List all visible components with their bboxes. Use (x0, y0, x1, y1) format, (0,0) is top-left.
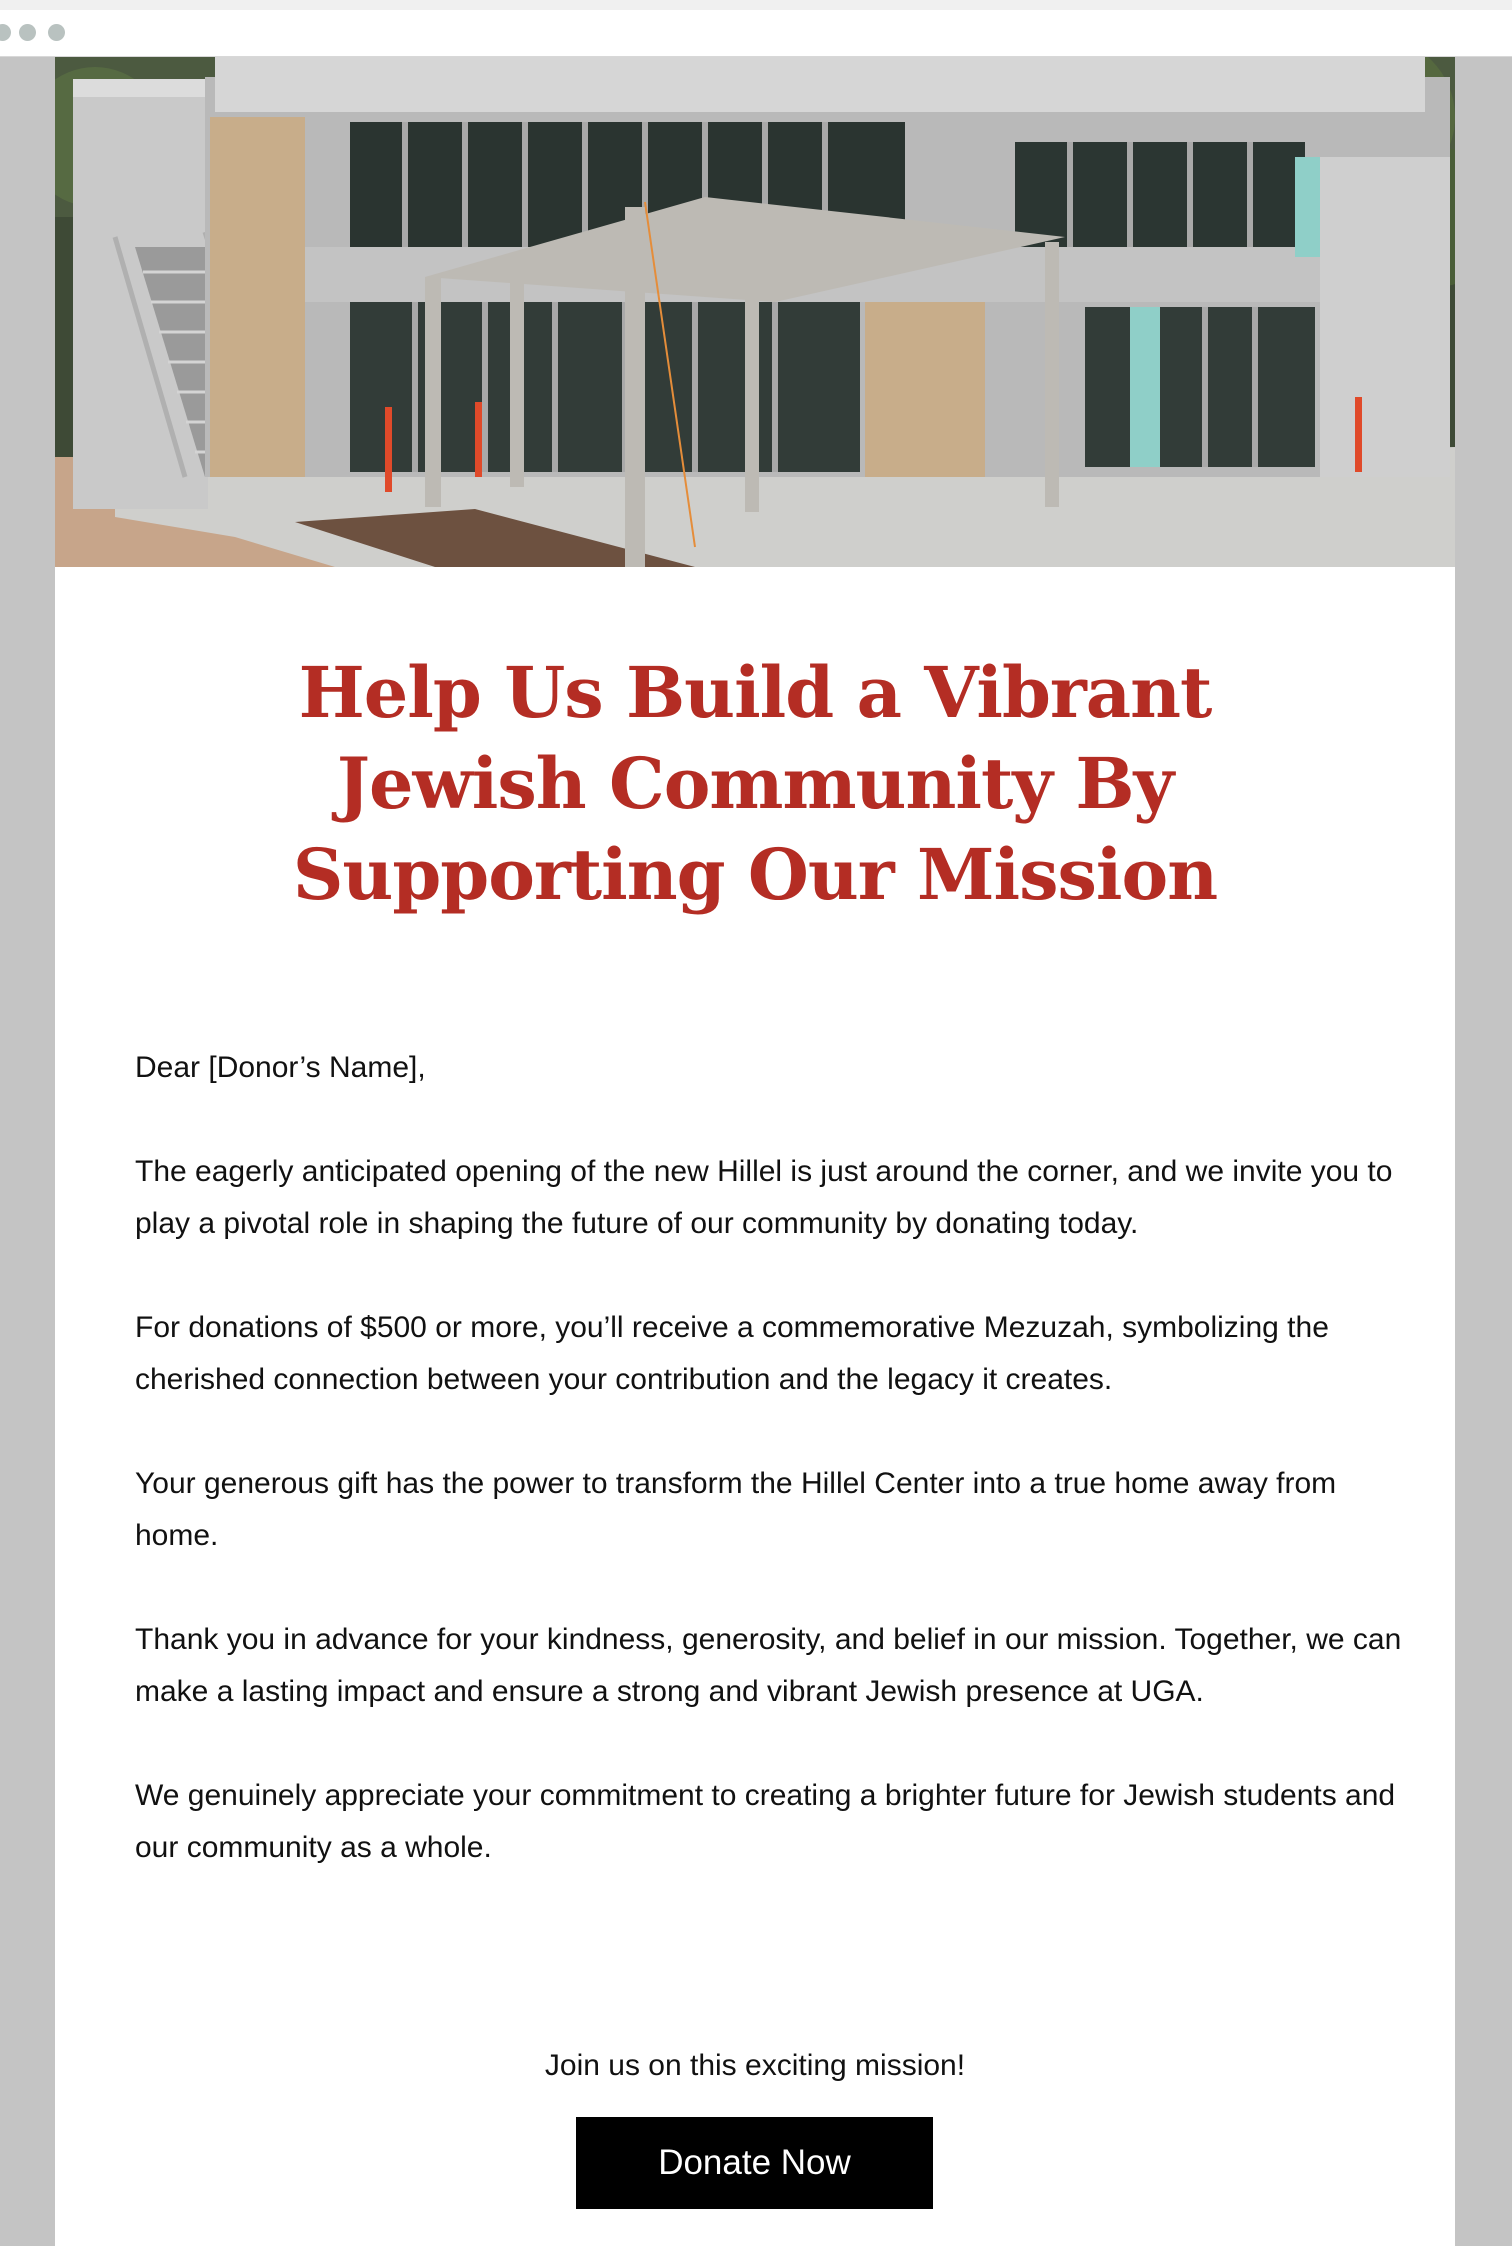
window-control-dot-icon[interactable] (48, 24, 65, 41)
paragraph-gift-impact: Your generous gift has the power to transform the Hillel Center into a true home away from home. (135, 1467, 1337, 1552)
hero-building-image (55, 57, 1455, 567)
headline: Help Us Build a Vibrant Jewish Community By Supporting Our Mission (292, 651, 1218, 916)
paragraph-invitation: The eagerly anticipated opening of the new Hillel is just around the corner, and we invite you to play a pivotal role in shaping the future of our community by donating today. (135, 1155, 1393, 1240)
donate-now-button[interactable]: Donate Now (576, 2117, 933, 2209)
letter-body (135, 1042, 1425, 1926)
call-to-action-text: Join us on this exciting mission! (544, 2049, 966, 2082)
window-control-dot-icon[interactable] (19, 24, 36, 41)
paragraph-thank-you: Thank you in advance for your kindness, generosity, and belief in our mission. Together, we can make a lasting impact and ensure a strong and vibrant Jewish presence at UGA. (135, 1623, 1402, 1708)
paragraph-mezuzah-offer: For donations of $500 or more, you’ll receive a commemorative Mezuzah, symbolizing the cherished connection between your contribution and the legacy it creates. (135, 1311, 1329, 1396)
window-control-dot-icon[interactable] (0, 24, 11, 41)
window-title-bar (0, 0, 1512, 57)
paragraph-appreciation: We genuinely appreciate your commitment to creating a brighter future for Jewish students and our community as a whole. (135, 1779, 1396, 1864)
greeting: Dear [Donor’s Name], (135, 1051, 426, 1084)
email-body (55, 57, 1455, 2246)
